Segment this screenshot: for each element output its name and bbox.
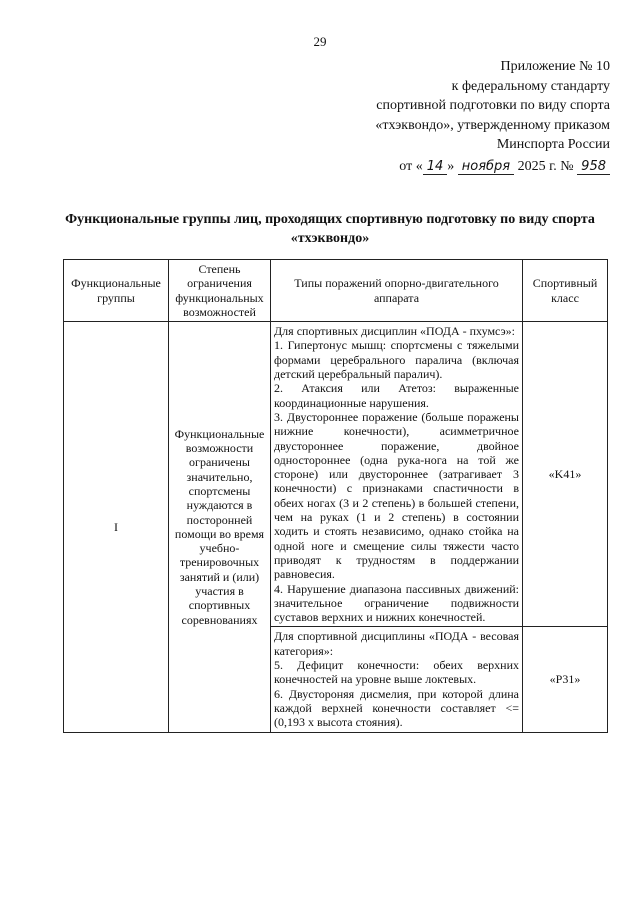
impairment-paragraph: 1. Гипертонус мышц: спортсмены с тяжелыми формами церебрального паралича (включая детский церебральный паралич). xyxy=(274,338,519,382)
appendix-line: «тхэквондо», утвержденному приказом xyxy=(375,117,610,133)
header-sport-class: Спортивный класс xyxy=(523,260,608,322)
impairment-types-cell xyxy=(271,322,523,627)
impairment-paragraph: 3. Двустороннее поражение (больше поражены нижние конечности), асимметричное двустороннее поражение, двойное одностороннее (одна рука-нога на той же стороне) или двустороннее (затрагивает 3 конечности) с признаками спастичности в обеих ногах (3 и 2 степень) в большей степени, чем на руках (1 и 2 степень) в состоянии ходить и стоять независимо, однако стойка на одной ноге и смещение силы тяжести часто приводят к трудностям в поддержании равновесия. xyxy=(274,409,519,582)
order-date-line xyxy=(280,157,610,177)
date-prefix: от « xyxy=(399,158,423,174)
appendix-line: к федеральному стандарту xyxy=(451,78,610,94)
date-mid: » xyxy=(447,158,455,174)
year-text: 2025 г. № xyxy=(517,158,574,174)
sport-class-cell: «P31» xyxy=(523,627,608,732)
handwritten-day: 14 xyxy=(423,160,448,175)
appendix-line: Минспорта России xyxy=(496,137,610,152)
impairment-paragraph: 2. Атаксия или Атетоз: выраженные координационные нарушения. xyxy=(274,381,519,410)
impairment-paragraph: 6. Двустороняя дисмелия, при которой длина каждой верхней конечности составляет <= (0,193 х высота стояния). xyxy=(274,686,519,730)
page-number: 29 xyxy=(313,34,327,49)
table-header-row xyxy=(64,260,608,322)
appendix-line: спортивной подготовки по виду спорта xyxy=(376,98,610,113)
impairment-paragraph: Для спортивной дисциплины «ПОДА - весовая категория»: xyxy=(274,629,519,658)
handwritten-month: ноября xyxy=(458,160,514,175)
handwritten-number: 958 xyxy=(577,160,610,175)
table-row xyxy=(64,322,608,627)
impairment-paragraph: 5. Дефицит конечности: обеих верхних конечностей на уровне выше локтевых. xyxy=(274,658,519,687)
header-functional-groups: Функциональные группы xyxy=(64,260,169,322)
appendix-header xyxy=(280,57,610,176)
document-title: Функциональные группы лиц, проходящих спортивную подготовку по виду спорта «тхэквондо» xyxy=(65,212,595,246)
group-cell: I xyxy=(64,322,169,732)
impairment-paragraph: 4. Нарушение диапазона пассивных движений: значительное ограничение подвижности суставов верхних и нижних конечностей. xyxy=(274,581,519,625)
impairment-types-cell xyxy=(271,627,523,732)
sport-class-cell: «K41» xyxy=(523,322,608,627)
appendix-line: Приложение № 10 xyxy=(500,59,610,74)
header-limitation-degree: Степень ограничения функциональных возможностей xyxy=(169,260,271,322)
impairment-paragraph: Для спортивных дисциплин «ПОДА - пхумсэ»: xyxy=(274,324,515,339)
limitation-cell: Функциональные возможности ограничены значительно, спортсмены нуждаются в посторонней помощи во время учебно-тренировочных занятий и (или) участия в спортивных соревнованиях xyxy=(169,322,271,732)
header-impairment-types: Типы поражений опорно-двигательного аппарата xyxy=(271,260,523,322)
functional-groups-table xyxy=(63,259,608,733)
